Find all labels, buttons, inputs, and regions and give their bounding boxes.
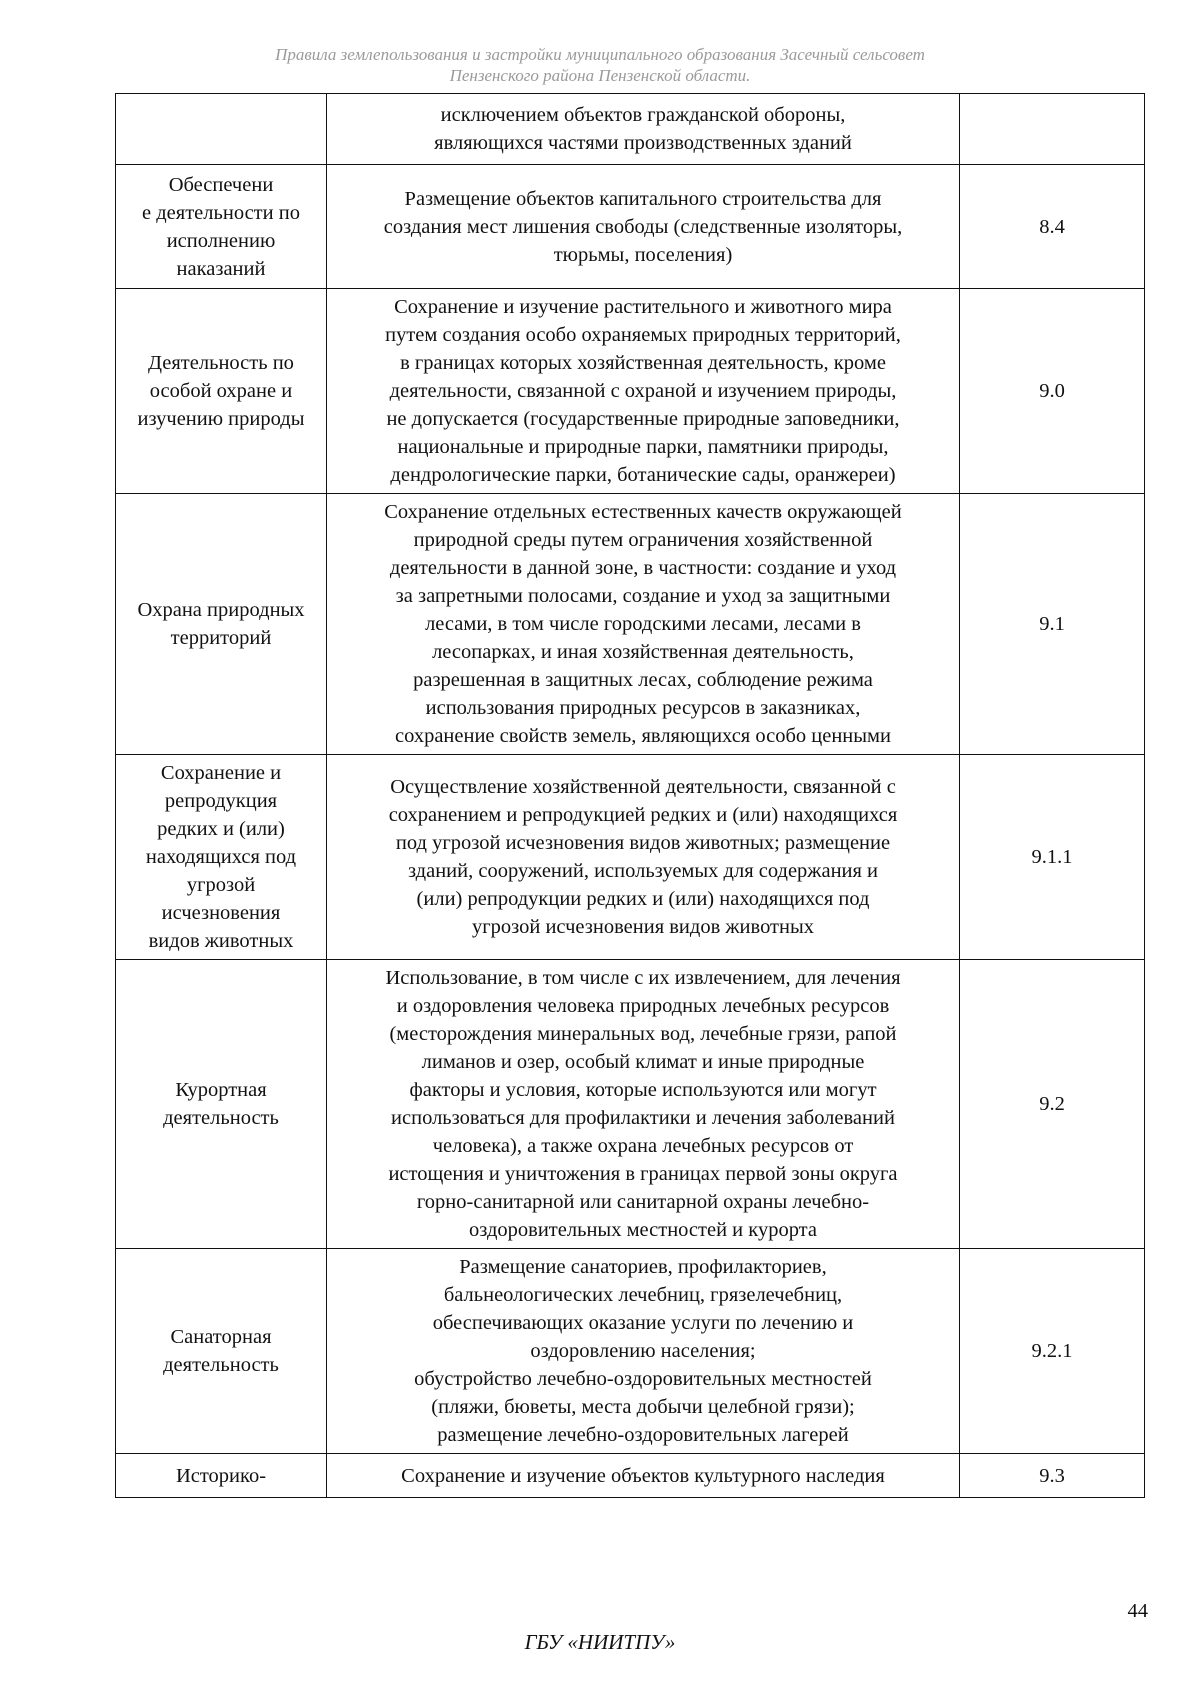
activity-description-line: являющихся частями производственных зданий: [434, 132, 852, 154]
table-row: [116, 1454, 1145, 1498]
table-row: [116, 289, 1145, 494]
footer-organization: ГБУ «НИИТПУ»: [524, 1630, 676, 1654]
table-row: [116, 755, 1145, 960]
activity-name-cell: [116, 1454, 327, 1498]
activity-name-line: находящихся под: [145, 846, 297, 868]
table-row: [116, 494, 1145, 755]
activity-description-line: (месторождения минеральных вод, лечебные грязи, рапой: [389, 1023, 897, 1045]
activity-name-line: изучению природы: [137, 408, 305, 430]
table-row: [116, 960, 1145, 1249]
activity-description-cell: [327, 755, 960, 960]
activity-description-line: человека), а также охрана лечебных ресурсов от: [432, 1135, 854, 1157]
activity-description-line: деятельности, связанной с охраной и изучением природы,: [389, 380, 897, 402]
activity-description-line: Сохранение и изучение растительного и животного мира: [394, 296, 892, 318]
activity-description-line: разрешенная в защитных лесах, соблюдение режима: [413, 669, 873, 691]
activity-name-cell: [116, 289, 327, 494]
running-header-line-1: Правила землепользования и застройки муниципального образования Засечный сельсовет: [275, 45, 925, 64]
activity-name-line: редких и (или): [157, 818, 285, 840]
activity-name-line: репродукция: [164, 790, 278, 812]
activity-description-line: Использование, в том числе с их извлечением, для лечения: [385, 967, 901, 989]
activity-description-cell: [327, 94, 960, 165]
activity-description-line: горно-санитарной или санитарной охраны лечебно-: [416, 1191, 870, 1213]
activity-description-cell: [327, 165, 960, 289]
activity-name-line: Охрана природных: [137, 599, 305, 621]
activity-code-cell: [960, 755, 1145, 960]
activity-name-line: Сохранение и: [160, 762, 282, 784]
activity-description-line: исключением объектов гражданской обороны,: [440, 104, 846, 126]
activity-description-line: Размещение санаториев, профилакториев,: [459, 1256, 827, 1278]
activity-code: 9.1: [1039, 613, 1065, 635]
activity-code-cell: [960, 1249, 1145, 1454]
activity-description-cell: [327, 289, 960, 494]
activity-name-cell: [116, 165, 327, 289]
activity-name-line: исчезновения: [161, 902, 281, 924]
activity-code-cell: [960, 289, 1145, 494]
table-row: [116, 1249, 1145, 1454]
activity-description-line: тюрьмы, поселения): [553, 243, 733, 266]
activity-description-line: деятельности в данной зоне, в частности: создание и уход: [389, 557, 897, 579]
activity-name-line: видов животных: [148, 930, 294, 952]
activity-description-line: и оздоровления человека природных лечебных ресурсов: [396, 995, 890, 1017]
activity-name-cell: [116, 494, 327, 755]
activity-name-cell: [116, 960, 327, 1249]
activity-description-cell: [327, 1454, 960, 1498]
activity-name-line: Курортная: [175, 1079, 267, 1101]
running-header-line-2: Пензенского района Пензенской области.: [449, 66, 751, 85]
activity-code-cell: [960, 165, 1145, 289]
page-number: 44: [1127, 1600, 1148, 1622]
activity-description-line: обустройство лечебно-оздоровительных местностей: [414, 1368, 872, 1390]
activity-description-line: дендрологические парки, ботанические сады, оранжереи): [390, 464, 896, 486]
activity-description-line: угрозой исчезновения видов животных: [471, 916, 814, 938]
activity-description-line: Сохранение и изучение объектов культурного наследия: [401, 1464, 885, 1487]
activity-code-cell: [960, 1454, 1145, 1498]
activity-name-cell: [116, 1249, 327, 1454]
activity-description-line: оздоровительных местностей и курорта: [469, 1219, 817, 1241]
activity-code: 9.2: [1039, 1093, 1065, 1115]
activity-description-line: лесами, в том числе городскими лесами, лесами в: [425, 613, 861, 635]
activity-code: 9.3: [1039, 1464, 1065, 1487]
activity-description-line: лесопарках, и иная хозяйственная деятельность,: [432, 641, 854, 663]
running-header: [150, 44, 1050, 86]
activity-code-cell: [960, 494, 1145, 755]
activity-description-cell: [327, 494, 960, 755]
activity-description-line: в границах которых хозяйственная деятельность, кроме: [400, 352, 886, 374]
activity-description-line: зданий, сооружений, используемых для содержания и: [407, 860, 879, 882]
activity-description-line: сохранение свойств земель, являющихся особо ценными: [394, 725, 891, 747]
activity-code: 8.4: [1039, 215, 1065, 238]
activity-description-line: обеспечивающих оказание услуги по лечению и: [432, 1312, 854, 1334]
activity-description-line: истощения и уничтожения в границах первой зоны округа: [388, 1163, 898, 1185]
activity-code-cell: [960, 94, 1145, 165]
activity-name-cell: [116, 94, 327, 165]
activity-name-line: деятельность: [163, 1107, 279, 1129]
activity-description-line: использования природных ресурсов в заказниках,: [425, 697, 861, 719]
activity-description-line: оздоровлению населения;: [530, 1340, 756, 1362]
activity-description-line: (или) репродукции редких и (или) находящихся под: [416, 888, 870, 910]
activity-name-line: угрозой: [186, 874, 256, 896]
activity-name-line: наказаний: [176, 257, 266, 280]
activity-description-line: лиманов и озер, особый климат и иные природные: [421, 1051, 865, 1073]
land-use-table: [115, 93, 1145, 1498]
activity-description-line: (пляжи, бюветы, места добычи целебной грязи);: [431, 1396, 855, 1418]
activity-description-line: путем создания особо охраняемых природных территорий,: [385, 324, 901, 346]
activity-name-line: Обеспечени: [168, 173, 274, 196]
activity-description-line: Размещение объектов капитального строительства для: [404, 187, 882, 210]
activity-description-cell: [327, 1249, 960, 1454]
activity-description-line: размещение лечебно-оздоровительных лагерей: [437, 1424, 849, 1446]
activity-description-line: Осуществление хозяйственной деятельности, связанной с: [390, 776, 896, 798]
activity-description-line: сохранением и репродукцией редких и (или) находящихся: [388, 804, 898, 826]
activity-description-cell: [327, 960, 960, 1249]
activity-description-line: факторы и условия, которые используются или могут: [409, 1079, 877, 1101]
activity-name-line: территорий: [170, 627, 272, 649]
activity-description-line: бальнеологических лечебниц, грязелечебниц,: [443, 1284, 843, 1306]
activity-name-line: Санаторная: [170, 1326, 272, 1348]
activity-name-line: е деятельности по: [142, 201, 300, 224]
activity-description-line: национальные и природные парки, памятники природы,: [397, 436, 889, 458]
activity-name-line: особой охране и: [149, 380, 293, 402]
table-body: [116, 94, 1145, 1498]
activity-code: 9.2.1: [1031, 1340, 1073, 1362]
activity-description-line: под угрозой исчезновения видов животных; размещение: [395, 832, 891, 854]
activity-description-line: использоваться для профилактики и лечения заболеваний: [391, 1107, 895, 1129]
activity-code: 9.0: [1039, 380, 1065, 402]
activity-name-line: Деятельность по: [148, 352, 294, 374]
activity-description-line: не допускается (государственные природные заповедники,: [386, 408, 900, 430]
activity-description-line: создания мест лишения свободы (следственные изоляторы,: [383, 215, 903, 238]
activity-code-cell: [960, 960, 1145, 1249]
activity-name-cell: [116, 755, 327, 960]
activity-code: 9.1.1: [1031, 846, 1073, 868]
table-row: [116, 165, 1145, 289]
activity-description-line: Сохранение отдельных естественных качеств окружающей: [384, 501, 902, 523]
activity-description-line: за запретными полосами, создание и уход за защитными: [395, 585, 891, 607]
activity-name-line: исполнению: [166, 229, 276, 252]
table-row: [116, 94, 1145, 165]
activity-name-line: Историко-: [175, 1464, 267, 1487]
activity-description-line: природной среды путем ограничения хозяйственной: [413, 529, 873, 551]
activity-name-line: деятельность: [163, 1354, 279, 1376]
